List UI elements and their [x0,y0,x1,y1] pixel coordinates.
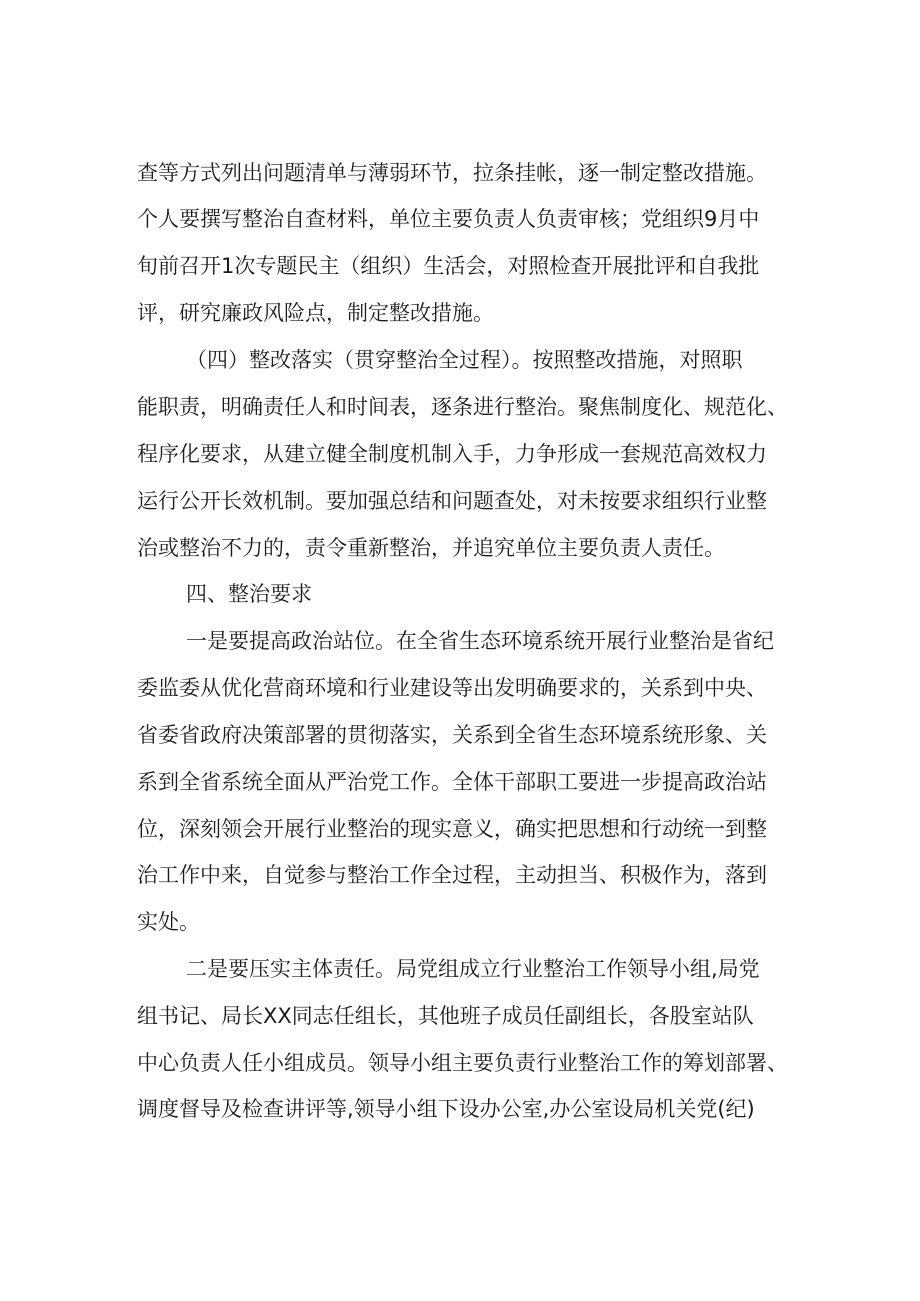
text-line-content: 个人要撰写整治自查材料，单位主要负责人负责审核；党组织9月中 [137,207,760,231]
text-line [0,150,920,196]
text-line-content: 评，研究廉政风险点，制定整改措施。 [137,301,494,325]
text-line [0,337,920,383]
text-line [0,384,920,430]
text-line [0,806,920,852]
text-line [0,759,920,805]
text-line-content: 旬前召开1次专题民主（组织）生活会，对照检查开展批评和自我批 [137,254,760,278]
text-line [0,243,920,289]
text-line [0,290,920,336]
text-line-content: 省委省政府决策部署的贯彻落实，关系到全省生态环境系统形象、关 [137,723,767,747]
text-line-content: 实处。 [137,910,200,934]
text-line-content: 调度督导及检查讲评等,领导小组下设办公室,办公室设局机关党(纪) [137,1097,755,1121]
text-line-content: 系到全省系统全面从严治党工作。全体干部职工要进一步提高政治站 [137,770,767,794]
text-line [0,196,920,242]
text-line-content: （四）整改落实（贯穿整治全过程）。按照整改措施，对照职 [186,348,743,372]
text-line [0,1040,920,1086]
text-line [0,431,920,477]
text-line-content: 能职责，明确责任人和时间表，逐条进行整治。聚焦制度化、规范化、 [137,395,788,419]
text-line-content: 程序化要求，从建立健全制度机制入手，力争形成一套规范高效权力 [137,442,767,466]
text-line [0,993,920,1039]
text-line-content: 一是要提高政治站位。在全省生态环境系统开展行业整治是省纪 [186,629,774,653]
text-line-content: 二是要压实主体责任。局党组成立行业整治工作领导小组,局党 [186,957,760,981]
text-line [0,618,920,664]
text-line [0,712,920,758]
text-line-content: 位，深刻领会开展行业整治的现实意义，确实把思想和行动统一到整 [137,817,767,841]
text-line [0,899,920,945]
text-line-content: 委监委从优化营商环境和行业建设等出发明确要求的，关系到中央、 [137,676,767,700]
text-line-content: 中心负责人任小组成员。领导小组主要负责行业整治工作的筹划部署、 [137,1051,788,1075]
text-line-content: 运行公开长效机制。要加强总结和问题查处，对未按要求组织行业整 [137,489,767,513]
text-line [0,1086,920,1132]
text-line-content: 查等方式列出问题清单与薄弱环节，拉条挂帐，逐一制定整改措施。 [137,161,767,185]
text-line [0,852,920,898]
text-line-content: 治或整治不力的，责令重新整治，并追究单位主要负责人责任。 [137,536,725,560]
text-line [0,665,920,711]
text-line-content: 治工作中来，自觉参与整治工作全过程，主动担当、积极作为，落到 [137,863,767,887]
text-line [0,525,920,571]
section-heading-text: 四、整治要求 [186,582,312,606]
text-line [0,946,920,992]
section-heading [0,571,920,617]
text-line-content: 组书记、局长XX同志任组长，其他班子成员任副组长，各股室站队 [137,1004,754,1028]
text-line [0,478,920,524]
